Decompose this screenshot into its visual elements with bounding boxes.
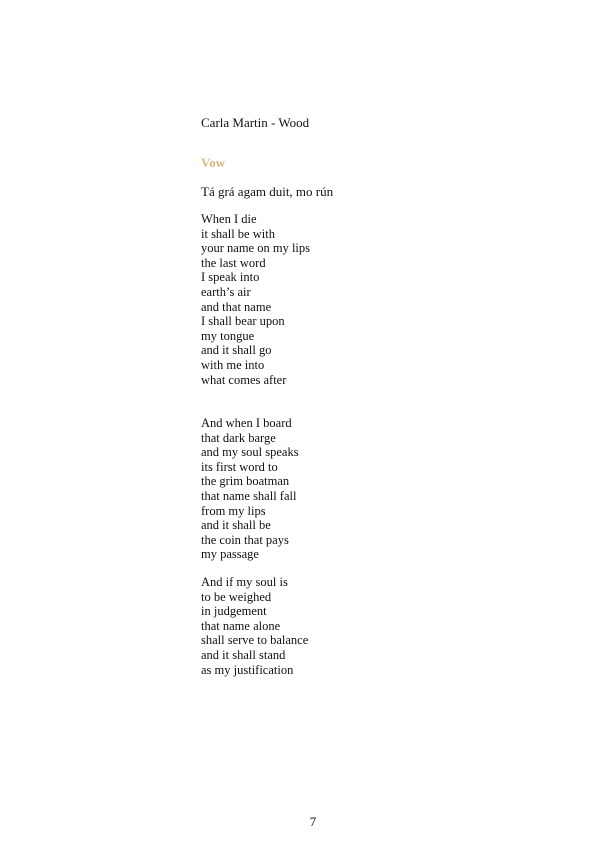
stanza-1 (201, 212, 310, 387)
poem-line: in judgement (201, 604, 267, 619)
poem-line: it shall be with (201, 226, 275, 241)
poem-line: what comes after (201, 372, 287, 387)
poem-line: that dark barge (201, 430, 276, 445)
stanza-3 (201, 575, 308, 677)
page-number: 7 (309, 814, 317, 829)
poem-line: its first word to (201, 459, 278, 474)
poem-line: to be weighed (201, 589, 272, 604)
poem-line: the coin that pays (201, 532, 289, 547)
poem-line: from my lips (201, 503, 266, 518)
poem-line: When I die (201, 212, 257, 226)
poem-line: and it shall go (201, 343, 272, 358)
poem-line: with me into (201, 357, 265, 372)
poem-line: and that name (201, 299, 272, 314)
poem-line: I speak into (201, 270, 260, 285)
poem-line: that name shall fall (201, 488, 297, 503)
author-name: Carla Martin - Wood (201, 115, 310, 130)
poem-line: the grim boatman (201, 474, 290, 489)
poem-line: earth’s air (201, 284, 251, 299)
poem-line: that name alone (201, 618, 281, 633)
poem-line: I shall bear upon (201, 314, 285, 329)
stanza-2 (201, 416, 299, 562)
poem-line: the last word (201, 255, 266, 270)
poem-line: And if my soul is (201, 575, 288, 589)
poem-line: And when I board (201, 416, 292, 430)
poem-line: my tongue (201, 328, 255, 343)
poem-line: and it shall be (201, 518, 271, 533)
poem-line: my passage (201, 547, 259, 562)
poem-line: as my justification (201, 662, 294, 677)
poem-epigraph: Tá grá agam duit, mo rún (201, 184, 334, 199)
poem-title: Vow (201, 155, 226, 170)
poem-line: and my soul speaks (201, 445, 299, 460)
poem-line: shall serve to balance (201, 633, 309, 648)
poem-line: and it shall stand (201, 647, 286, 662)
poem-line: your name on my lips (201, 241, 311, 256)
